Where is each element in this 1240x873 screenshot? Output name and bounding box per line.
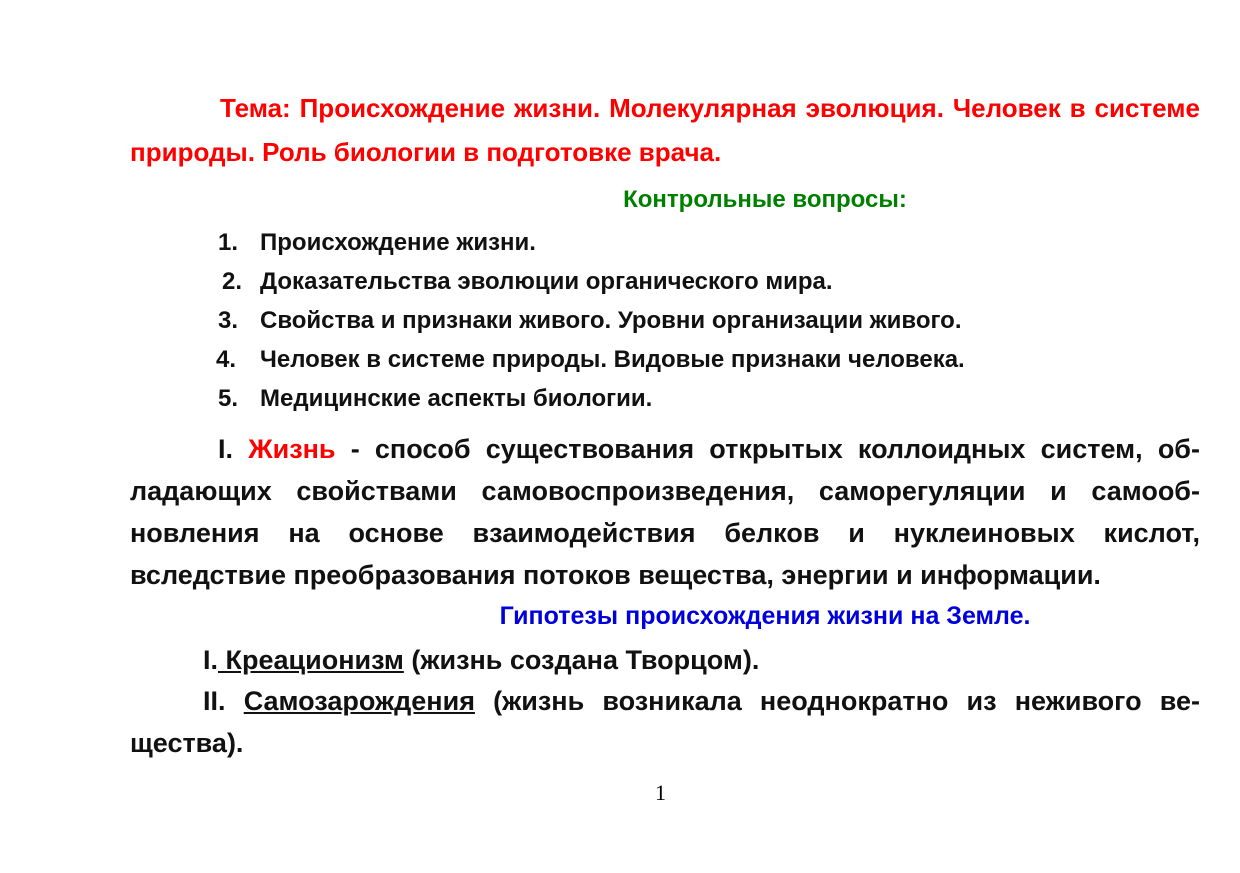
list-item-text: Свойства и признаки живого. Уровни организации живого. xyxy=(260,307,962,334)
list-item-text: Медицинские аспекты биологии. xyxy=(260,385,653,412)
life-definition-paragraph xyxy=(130,428,1200,596)
definition-text: - способ существования открытых коллоидных систем, обладающих свойствами самовоспроизведения, саморегуляции и самообновления на основе взаимодействия белков и нуклеиновых кислот, вследствие преобразования потоков вещества, энергии и информации. xyxy=(130,434,1200,590)
hypothesis-item-creationism xyxy=(203,640,759,680)
list-item-number: 3. xyxy=(218,307,239,334)
definition-prefix: I. xyxy=(218,434,249,464)
hypothesis-text: (жизнь создана Творцом). xyxy=(403,645,760,675)
hypothesis-number: I. xyxy=(203,645,219,675)
list-item xyxy=(218,340,965,379)
list-item-text: Происхождение жизни. xyxy=(260,229,536,256)
hypothesis-item-spontaneous-generation xyxy=(130,680,1200,764)
hypothesis-number: II. xyxy=(203,686,226,716)
control-questions-title: Контрольные вопросы: xyxy=(623,186,907,213)
list-item-text: Человек в системе природы. Видовые признаки человека. xyxy=(260,346,965,373)
list-item-number: 4. xyxy=(216,346,237,373)
page-number: 1 xyxy=(655,780,666,805)
control-questions-list xyxy=(218,223,965,418)
hypotheses-title: Гипотезы происхождения жизни на Земле. xyxy=(499,602,1031,630)
list-item xyxy=(218,262,965,301)
hypothesis-text: (жизнь возникала неоднократно из неживого вещества). xyxy=(130,686,1200,758)
definition-term: Жизнь xyxy=(248,434,336,464)
list-item-number: 5. xyxy=(218,385,239,412)
list-item-text: Доказательства эволюции органического мира. xyxy=(260,268,833,295)
hypothesis-term: Самозарождения xyxy=(243,686,475,716)
hypothesis-term: Креационизм xyxy=(218,645,404,675)
list-item-number: 2. xyxy=(222,268,243,295)
topic-heading: Тема: Происхождение жизни. Молекулярная эволюция. Человек в системе природы. Роль биологии в подготовке врача. xyxy=(130,93,1200,167)
list-item xyxy=(218,301,965,340)
list-item xyxy=(218,223,965,262)
list-item xyxy=(218,379,965,418)
list-item-number: 1. xyxy=(218,229,239,256)
